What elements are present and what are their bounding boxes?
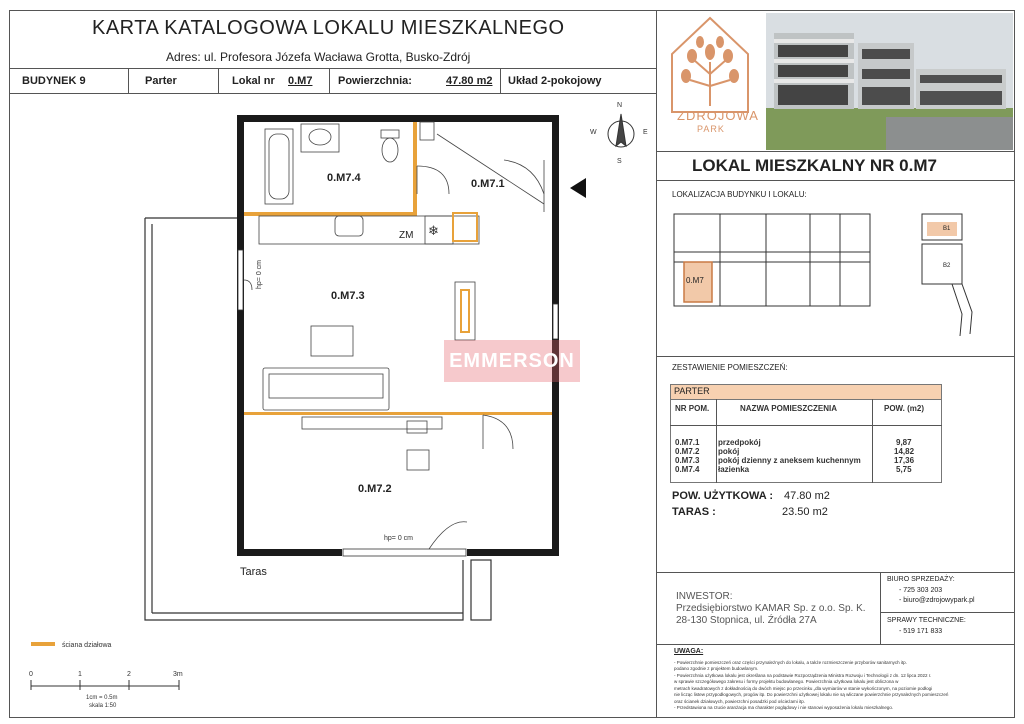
- header-sep: [500, 68, 501, 93]
- window-frames: [238, 250, 558, 556]
- room-label-0-m7-4: 0.M7.4: [327, 172, 361, 184]
- area-value: 47.80 m2: [446, 75, 493, 87]
- page-title: KARTA KATALOGOWA LOKALU MIESZKALNEGO: [92, 17, 565, 39]
- investor-rule-top: [656, 572, 1015, 573]
- map-b1-label: B1: [943, 226, 951, 232]
- unit-label: Lokal nr: [232, 75, 275, 87]
- notes-line: podano zgodnie z projektem budowlanym.: [674, 666, 759, 671]
- rooms-table-col-sep: [872, 399, 873, 483]
- rooms-table-floor: PARTER: [674, 386, 710, 396]
- legend-label: ściana działowa: [62, 642, 112, 649]
- watermark: EMMERSON: [444, 340, 580, 382]
- scale-tick-2: 2: [127, 671, 131, 678]
- rooms-row-name: przedpokój: [718, 438, 761, 447]
- rooms-row-area: 9,87: [896, 438, 912, 447]
- rooms-table-col-sep: [716, 399, 717, 483]
- rooms-row-name: pokój: [718, 447, 740, 456]
- scale-tick-0: 0: [29, 671, 33, 678]
- compass-n: N: [617, 102, 623, 109]
- location-map: [670, 204, 990, 344]
- investor-line1: Przedsiębiorstwo KAMAR Sp. z o.o. Sp. K.: [676, 603, 866, 614]
- rooms-col-name: NAZWA POMIESZCZENIA: [740, 404, 838, 413]
- usable-area-value: 47.80 m2: [784, 490, 830, 502]
- room-label-0-m7-2: 0.M7.2: [358, 483, 392, 495]
- rooms-row-name: łazienka: [718, 465, 750, 474]
- rooms-row-nr: 0.M7.2: [675, 447, 700, 456]
- scale-tick-3: 3m: [173, 671, 183, 678]
- entrance-marker: [570, 178, 586, 198]
- terrace-label: Taras: [240, 566, 267, 578]
- rooms-row-nr: 0.M7.3: [675, 456, 700, 465]
- snowflake-icon: ❄: [428, 223, 439, 238]
- investor-sep: [880, 572, 881, 644]
- sales-rule: [880, 612, 1015, 613]
- header-sep: [329, 68, 330, 93]
- notes-line: - Powierzchnia użytkowa lokalu jest określana na podstawie Rozporządzenia Ministra Rozwoju i Technologii z dn. 12 lipca 2022 r.: [674, 673, 932, 678]
- rooms-table-header-rule: [670, 425, 942, 426]
- fridge-label: ZM: [399, 230, 414, 241]
- legend-swatch: [31, 642, 55, 646]
- compass-rose: [608, 114, 634, 147]
- floor-plan: [9, 94, 655, 714]
- notes-label: UWAGA:: [674, 648, 704, 655]
- tech-phone[interactable]: - 519 171 833: [899, 628, 943, 635]
- layout-label: Układ 2-pokojowy: [508, 75, 602, 87]
- room-label-0-m7-1: 0.M7.1: [471, 178, 505, 190]
- header-divider-1: [9, 68, 656, 69]
- sales-phone[interactable]: - 725 303 203: [899, 587, 943, 594]
- rooms-row-area: 14,82: [894, 447, 915, 456]
- compass-s: S: [617, 158, 622, 165]
- address: Adres: ul. Profesora Józefa Wacława Grotta, Busko-Zdrój: [166, 50, 471, 64]
- rooms-table-floor-row: [670, 384, 942, 400]
- notes-line: w sprawie szczegółowego zakresu i formy projektu budowlanego. Powierzchnia użytkowa lokalu jest obliczona w: [674, 679, 899, 684]
- map-b2-label: B2: [943, 263, 951, 269]
- rooms-row-nr: 0.M7.4: [675, 465, 700, 474]
- sales-label: BIURO SPRZEDAŻY:: [887, 576, 955, 583]
- notes-line: oraz ścianek działowych, powierzchni posadzki pod ościeżami itp.: [674, 699, 806, 704]
- logo-text-1: ZDROJOWA: [677, 108, 759, 123]
- unit-title-rule-bottom: [656, 180, 1015, 181]
- rooms-rule: [656, 356, 1015, 357]
- notes-line: metrach kwadratowych z dokładnością do dwóch miejsc po przecinku „dla wymiarów w stanie wykończonym, na poziomie podłogi: [674, 686, 933, 691]
- investor-line2: 28-130 Stopnica, ul. Źródła 27A: [676, 615, 817, 626]
- exterior-walls: [237, 115, 559, 556]
- area-label: Powierzchnia:: [338, 75, 412, 87]
- scale-note: 1cm = 0.5m: [86, 695, 118, 701]
- rooms-col-nr: NR POM.: [675, 404, 710, 413]
- rooms-row-area: 5,75: [896, 465, 912, 474]
- header-sep: [128, 68, 129, 93]
- rooms-col-area: POW. (m2): [884, 404, 925, 413]
- tech-label: SPRAWY TECHNICZNE:: [887, 617, 966, 624]
- rooms-row-name: pokój dzienny z aneksem kuchennym: [718, 456, 861, 465]
- compass-e: E: [643, 129, 648, 136]
- sales-email[interactable]: - biuro@zdrojowypark.pl: [899, 597, 975, 604]
- map-unit-label: 0.M7: [686, 276, 704, 285]
- logo-text-2: PARK: [697, 124, 725, 134]
- terrace-area-value: 23.50 m2: [782, 506, 828, 518]
- scale-tick-1: 1: [78, 671, 82, 678]
- unit-title: LOKAL MIESZKALNY NR 0.M7: [692, 156, 937, 175]
- floor-label: Parter: [145, 75, 177, 87]
- usable-area-label: POW. UŻYTKOWA :: [672, 490, 774, 502]
- location-heading: LOKALIZACJA BUDYNKU I LOKALU:: [672, 190, 807, 199]
- notes-line: - Przedstawiona na rzucie aranżacja ma charakter poglądowy i nie stanowi wyposażenia lokalu mieszkalnego.: [674, 705, 894, 710]
- room-label-0-m7-3: 0.M7.3: [331, 290, 365, 302]
- scale-ratio: skala 1:50: [89, 703, 117, 709]
- terrace-area-label: TARAS :: [672, 506, 716, 518]
- rooms-row-area: 17,36: [894, 456, 915, 465]
- notes-rule: [656, 644, 1015, 645]
- column-divider: [656, 10, 657, 718]
- sill-height-bottom: hp= 0 cm: [384, 535, 413, 542]
- notes-line: - Powierzchnie pomieszczeń oraz części przynależnych do lokalu, a także rozmieszczenie przyborów sanitarnych itp.: [674, 660, 907, 665]
- header-sep: [218, 68, 219, 93]
- building-label: BUDYNEK 9: [22, 75, 86, 87]
- sill-height-left: hp= 0 cm: [256, 260, 263, 289]
- investor-label: INWESTOR:: [676, 591, 733, 602]
- unit-title-rule-top: [656, 151, 1015, 152]
- unit-value: 0.M7: [288, 75, 313, 87]
- rooms-row-nr: 0.M7.1: [675, 438, 700, 447]
- scale-bar: [31, 680, 179, 690]
- compass-w: W: [590, 129, 597, 136]
- terrace-outline: [145, 218, 491, 620]
- building-render: [766, 13, 1013, 150]
- rooms-heading: ZESTAWIENIE POMIESZCZEŃ:: [672, 363, 788, 372]
- notes-line: nie licząc listew przypodłogowych, progów itp. Do powierzchni użytkowej lokalu nie są wliczane powierzchnie przynależnych pomieszczeń: [674, 692, 949, 697]
